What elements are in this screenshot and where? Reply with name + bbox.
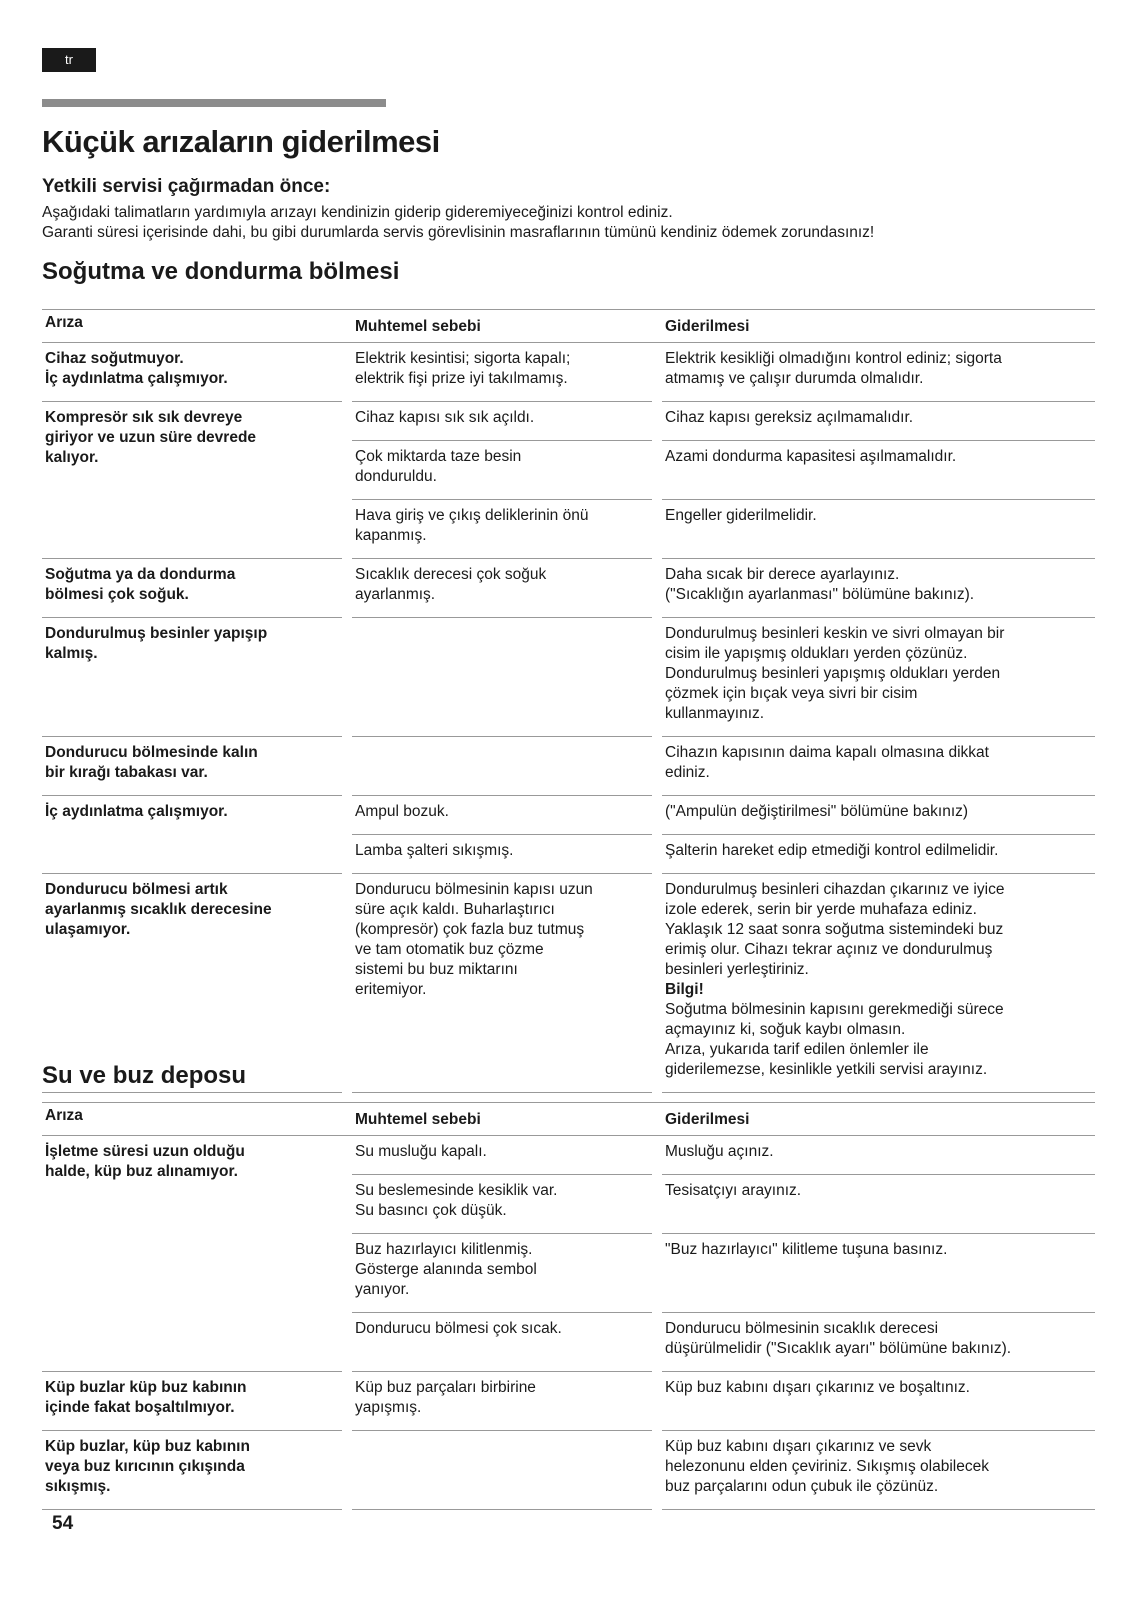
table-row-group	[42, 618, 1095, 737]
remedy-cell	[662, 1136, 1095, 1175]
cause-line: kapanmış.	[355, 527, 427, 544]
cause-line: Lamba şalteri sıkışmış.	[355, 842, 514, 859]
fault-line: Küp buzlar, küp buz kabının	[45, 1438, 250, 1455]
remedy-line: Dondurulmuş besinleri yapışmış oldukları yerden	[665, 665, 1001, 682]
cause-line: ayarlanmış.	[355, 586, 436, 603]
remedy-line: Musluğu açınız.	[665, 1143, 774, 1160]
cause-line: süre açık kaldı. Buharlaştırıcı	[355, 901, 555, 918]
cause-line: Çok miktarda taze besin	[355, 448, 522, 465]
fault-cell	[42, 402, 342, 559]
remedy-line: ("Ampulün değiştirilmesi" bölümüne bakınız)	[665, 803, 969, 820]
note-line: giderilemezse, kesinlikle yetkili servisi arayınız.	[665, 1061, 988, 1078]
remedy-cell	[662, 441, 1095, 500]
fault-line: İç aydınlatma çalışmıyor.	[45, 370, 228, 387]
cause-line: Elektrik kesintisi; sigorta kapalı;	[355, 350, 571, 367]
fault-line: Dondurulmuş besinler yapışıp	[45, 625, 268, 642]
cause-remedy-rows	[342, 874, 1095, 1093]
header-cause: Muhtemel sebebi	[355, 318, 481, 335]
remedy-cell	[662, 796, 1095, 835]
cause-line: Cihaz kapısı sık sık açıldı.	[355, 409, 535, 426]
table-row-group	[42, 343, 1095, 402]
intro-line: Garanti süresi içerisinde dahi, bu gibi durumlarda servis görevlisinin masraflarının tümünü kendiniz ödemek zorundasınız!	[42, 224, 875, 241]
cause-cell	[352, 1313, 652, 1372]
remedy-cell	[662, 402, 1095, 441]
remedy-cell	[662, 1234, 1095, 1313]
intro-line: Aşağıdaki talimatların yardımıyla arızayı kendinizin giderip gideremiyeceğinizi kontrol ediniz.	[42, 204, 673, 221]
table-row	[342, 500, 1095, 559]
fault-cell	[42, 1136, 342, 1372]
table-header-row	[42, 310, 1095, 343]
note-line: açmayınız ki, soğuk kaybı olmasın.	[665, 1021, 906, 1038]
fault-line: Kompresör sık sık devreye	[45, 409, 243, 426]
fault-line: giriyor ve uzun süre devrede	[45, 429, 257, 446]
table-row-group	[42, 559, 1095, 618]
table-row-group	[42, 874, 1095, 1093]
intro-text	[42, 203, 874, 243]
fault-line: kalıyor.	[45, 449, 99, 466]
cause-cell	[352, 1234, 652, 1313]
cause-line: elektrik fişi prize iyi takılmamış.	[355, 370, 568, 387]
fault-cell	[42, 343, 342, 402]
remedy-cell	[662, 835, 1095, 874]
header-fault: Arıza	[45, 1107, 83, 1124]
table-header-row	[42, 1103, 1095, 1136]
fault-line: İşletme süresi uzun olduğu	[45, 1143, 245, 1160]
cause-remedy-rows	[342, 796, 1095, 874]
cause-cell	[352, 618, 652, 737]
remedy-line: Yaklaşık 12 saat sonra soğutma sistemindeki buz	[665, 921, 1004, 938]
remedy-line: besinleri yerleştiriniz.	[665, 961, 809, 978]
remedy-line: Küp buz kabını dışarı çıkarınız ve boşaltınız.	[665, 1379, 970, 1396]
cause-line: Buz hazırlayıcı kilitlenmiş.	[355, 1241, 533, 1258]
page-subtitle: Yetkili servisi çağırmadan önce:	[42, 176, 331, 197]
cause-line: ve tam otomatik buz çözme	[355, 941, 544, 958]
note-label: Bilgi!	[665, 981, 704, 998]
cause-remedy-rows	[342, 1136, 1095, 1372]
fault-cell	[42, 1431, 342, 1510]
fault-line: Küp buzlar küp buz kabının	[45, 1379, 247, 1396]
remedy-line: izole ederek, serin bir yerde muhafaza ediniz.	[665, 901, 977, 918]
remedy-line: Tesisatçıyı arayınız.	[665, 1182, 802, 1199]
remedy-line: çözmek için bıçak veya sivri bir cisim	[665, 685, 918, 702]
table-row-group	[42, 1431, 1095, 1510]
remedy-line: Engeller giderilmelidir.	[665, 507, 817, 524]
cause-line: Su beslemesinde kesiklik var.	[355, 1182, 558, 1199]
table-row	[342, 835, 1095, 874]
cause-line: Hava giriş ve çıkış deliklerinin önü	[355, 507, 589, 524]
cause-line: Dondurucu bölmesi çok sıcak.	[355, 1320, 562, 1337]
table-row	[342, 737, 1095, 796]
remedy-line: Cihazın kapısının daima kapalı olmasına dikkat	[665, 744, 989, 761]
remedy-line: Elektrik kesikliği olmadığını kontrol ediniz; sigorta	[665, 350, 1002, 367]
table-row	[342, 1431, 1095, 1510]
cause-cell	[352, 737, 652, 796]
cause-cell	[352, 343, 652, 402]
cause-cell	[352, 559, 652, 618]
fault-line: bir kırağı tabakası var.	[45, 764, 208, 781]
remedy-line: Küp buz kabını dışarı çıkarınız ve sevk	[665, 1438, 932, 1455]
cause-line: Su musluğu kapalı.	[355, 1143, 487, 1160]
fault-line: Soğutma ya da dondurma	[45, 566, 236, 583]
fault-cell	[42, 1372, 342, 1431]
troubleshooting-table-ice	[42, 1102, 1095, 1510]
remedy-line: "Buz hazırlayıcı" kilitleme tuşuna basınız.	[665, 1241, 948, 1258]
fault-line: bölmesi çok soğuk.	[45, 586, 189, 603]
header-rule	[42, 99, 386, 107]
remedy-cell	[662, 500, 1095, 559]
cause-remedy-rows	[342, 559, 1095, 618]
cause-cell	[352, 874, 652, 1093]
cause-cell	[352, 1175, 652, 1234]
remedy-line: Dondurulmuş besinleri cihazdan çıkarınız ve iyice	[665, 881, 1005, 898]
cause-line: Dondurucu bölmesinin kapısı uzun	[355, 881, 593, 898]
table-row	[342, 441, 1095, 500]
table-row-group	[42, 1372, 1095, 1431]
note-line: Soğutma bölmesinin kapısını gerekmediği sürece	[665, 1001, 1004, 1018]
remedy-line: düşürülmelidir ("Sıcaklık ayarı" bölümüne bakınız).	[665, 1340, 1012, 1357]
remedy-cell	[662, 1372, 1095, 1431]
cause-line: (kompresör) çok fazla buz tutmuş	[355, 921, 585, 938]
table-row	[342, 1234, 1095, 1313]
fault-line: içinde fakat boşaltılmıyor.	[45, 1399, 235, 1416]
cause-remedy-rows	[342, 402, 1095, 559]
table-row	[342, 618, 1095, 737]
fault-cell	[42, 559, 342, 618]
remedy-cell	[662, 1431, 1095, 1510]
remedy-line: ("Sıcaklığın ayarlanması" bölümüne bakınız).	[665, 586, 975, 603]
remedy-line: Şalterin hareket edip etmediği kontrol edilmelidir.	[665, 842, 999, 859]
cause-line: Küp buz parçaları birbirine	[355, 1379, 536, 1396]
fault-line: veya buz kırıcının çıkışında	[45, 1458, 245, 1475]
fault-line: kalmış.	[45, 645, 98, 662]
table-row	[342, 1175, 1095, 1234]
remedy-cell	[662, 874, 1095, 1093]
cause-line: eritemiyor.	[355, 981, 427, 998]
table-row	[342, 1136, 1095, 1175]
cause-cell	[352, 796, 652, 835]
table-row	[342, 1313, 1095, 1372]
cause-remedy-rows	[342, 343, 1095, 402]
note-line: Arıza, yukarıda tarif edilen önlemler ile	[665, 1041, 929, 1058]
cause-cell	[352, 402, 652, 441]
cause-line: yanıyor.	[355, 1281, 410, 1298]
remedy-line: atmamış ve çalışır durumda olmalıdır.	[665, 370, 924, 387]
remedy-cell	[662, 737, 1095, 796]
troubleshooting-table-cooling	[42, 309, 1095, 1093]
remedy-line: Azami dondurma kapasitesi aşılmamalıdır.	[665, 448, 957, 465]
fault-cell	[42, 737, 342, 796]
fault-line: ulaşamıyor.	[45, 921, 131, 938]
fault-cell	[42, 618, 342, 737]
remedy-cell	[662, 1175, 1095, 1234]
table-row-group	[42, 402, 1095, 559]
fault-line: İç aydınlatma çalışmıyor.	[45, 803, 228, 820]
fault-line: Dondurucu bölmesinde kalın	[45, 744, 258, 761]
section-title-cooling: Soğutma ve dondurma bölmesi	[42, 258, 400, 285]
cause-cell	[352, 835, 652, 874]
table-row-group	[42, 1136, 1095, 1372]
fault-line: ayarlanmış sıcaklık derecesine	[45, 901, 272, 918]
table-row	[342, 402, 1095, 441]
cause-cell	[352, 1372, 652, 1431]
cause-remedy-rows	[342, 737, 1095, 796]
header-fault: Arıza	[45, 314, 83, 331]
cause-line: sistemi bu buz miktarını	[355, 961, 518, 978]
remedy-cell	[662, 559, 1095, 618]
fault-line: Cihaz soğutmuyor.	[45, 350, 184, 367]
fault-line: halde, küp buz alınamıyor.	[45, 1163, 238, 1180]
page-number: 54	[52, 1513, 74, 1534]
header-cause: Muhtemel sebebi	[355, 1111, 481, 1128]
fault-cell	[42, 796, 342, 874]
cause-remedy-rows	[342, 618, 1095, 737]
table-row	[342, 343, 1095, 402]
fault-cell	[42, 874, 342, 1093]
remedy-line: Dondurulmuş besinleri keskin ve sivri olmayan bir	[665, 625, 1005, 642]
remedy-cell	[662, 343, 1095, 402]
cause-cell	[352, 500, 652, 559]
fault-line: sıkışmış.	[45, 1478, 111, 1495]
remedy-line: Dondurucu bölmesinin sıcaklık derecesi	[665, 1320, 939, 1337]
remedy-line: kullanmayınız.	[665, 705, 765, 722]
section-title-ice: Su ve buz deposu	[42, 1062, 247, 1089]
cause-cell	[352, 1136, 652, 1175]
remedy-line: cisim ile yapışmış oldukları yerden çözünüz.	[665, 645, 968, 662]
language-tag: tr	[42, 48, 96, 72]
remedy-line: ediniz.	[665, 764, 710, 781]
table-row	[342, 559, 1095, 618]
table-row-group	[42, 796, 1095, 874]
cause-remedy-rows	[342, 1372, 1095, 1431]
remedy-line: Cihaz kapısı gereksiz açılmamalıdır.	[665, 409, 914, 426]
remedy-cell	[662, 1313, 1095, 1372]
remedy-line: erimiş olur. Cihazı tekrar açınız ve dondurulmuş	[665, 941, 993, 958]
table-row	[342, 796, 1095, 835]
table-row-group	[42, 737, 1095, 796]
cause-cell	[352, 441, 652, 500]
remedy-line: Daha sıcak bir derece ayarlayınız.	[665, 566, 900, 583]
table-row	[342, 1372, 1095, 1431]
table-row	[342, 874, 1095, 1093]
cause-cell	[352, 1431, 652, 1510]
remedy-line: buz parçalarını odun çubuk ile çözünüz.	[665, 1478, 939, 1495]
cause-line: Ampul bozuk.	[355, 803, 449, 820]
page-title: Küçük arızaların giderilmesi	[42, 124, 440, 159]
header-remedy: Giderilmesi	[665, 1111, 750, 1128]
cause-line: Su basıncı çok düşük.	[355, 1202, 507, 1219]
cause-line: Sıcaklık derecesi çok soğuk	[355, 566, 547, 583]
fault-line: Dondurucu bölmesi artık	[45, 881, 228, 898]
cause-line: Gösterge alanında sembol	[355, 1261, 537, 1278]
cause-remedy-rows	[342, 1431, 1095, 1510]
cause-line: donduruldu.	[355, 468, 437, 485]
header-remedy: Giderilmesi	[665, 318, 750, 335]
remedy-line: helezonunu elden çeviriniz. Sıkışmış olabilecek	[665, 1458, 989, 1475]
remedy-cell	[662, 618, 1095, 737]
cause-line: yapışmış.	[355, 1399, 422, 1416]
